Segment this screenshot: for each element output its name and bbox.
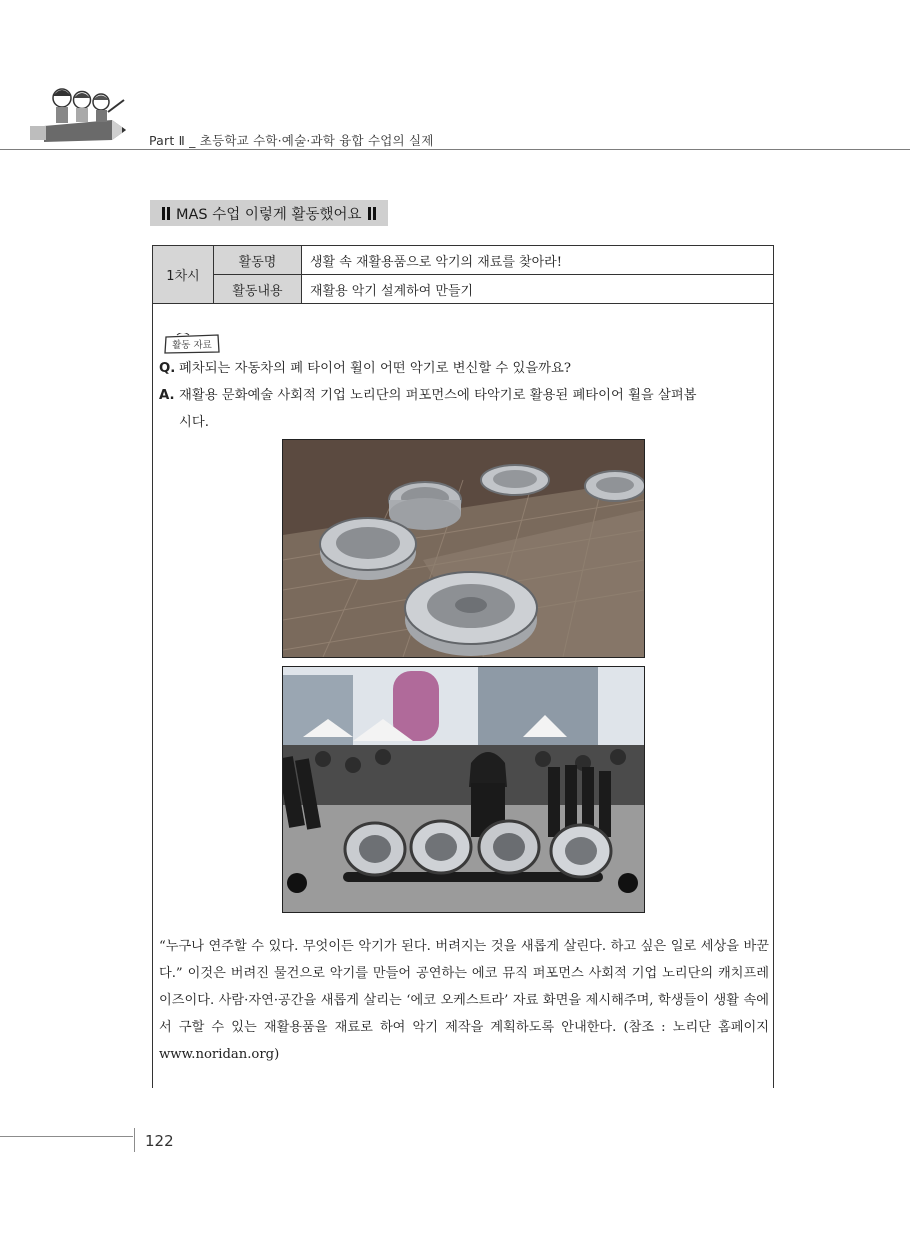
activity-name-value: 생활 속 재활용품으로 악기의 재료를 찾아라!	[302, 246, 774, 275]
activity-content-label: 활동내용	[214, 275, 302, 304]
session-cell: 1차시	[153, 246, 214, 304]
page-number: 122	[145, 1132, 174, 1150]
section-label	[150, 200, 388, 226]
activity-name-label: 활동명	[214, 246, 302, 275]
question-text: 폐차되는 자동차의 폐 타이어 휠이 어떤 악기로 변신할 수 있을까요?	[179, 361, 571, 376]
activity-material-badge	[163, 333, 221, 355]
bars-left-icon	[162, 207, 170, 220]
header-illustration	[26, 86, 134, 150]
bars-right-icon	[368, 207, 376, 220]
activity-content-value: 재활용 악기 설계하여 만들기	[302, 275, 774, 304]
activity-box	[152, 245, 774, 1088]
badge-text: 활동 자료	[172, 340, 212, 351]
answer-line	[159, 383, 697, 408]
question-tag: Q.	[159, 361, 176, 376]
question-line	[159, 356, 571, 381]
photo-eco-performance	[282, 666, 645, 913]
section-label-text: MAS 수업 이렇게 활동했어요	[176, 206, 362, 223]
photo-tire-wheels	[282, 439, 645, 658]
activity-table	[153, 246, 773, 304]
answer-text-1: 재활용 문화예술 사회적 기업 노리단의 퍼포먼스에 타악기로 활용된 폐타이어 휠을 살펴봅	[179, 388, 697, 403]
table-row	[153, 246, 773, 275]
header-rule	[0, 149, 910, 150]
description-paragraph: “누구나 연주할 수 있다. 무엇이든 악기가 된다. 버려지는 것을 새롭게 살린다. 하고 싶은 일로 세상을 바꾼다.” 이것은 버려진 물건으로 악기를 만들어 공연하는 에코 뮤직 퍼포먼스 사회적 기업 노리단의 캐치프레이즈이다. 사람·자연·공간을 새롭게 살리는 ‘에코 오케스트라’ 자료 화면을 제시해주며, 학생들이 생활 속에서 구할 수 있는 재활용품을 재료로 하여 악기 제작을 계획하도록 안내한다. (참조 : 노리단 홈페이지 www.noridan.org)	[159, 939, 769, 1062]
answer-text-2: 시다.	[179, 415, 209, 430]
table-row	[153, 275, 773, 304]
header-title: Part Ⅱ _ 초등학교 수학·예술·과학 융합 수업의 실제	[149, 133, 434, 148]
answer-tag: A.	[159, 388, 175, 403]
footer-tick	[134, 1128, 135, 1152]
footer-rule	[0, 1136, 133, 1137]
